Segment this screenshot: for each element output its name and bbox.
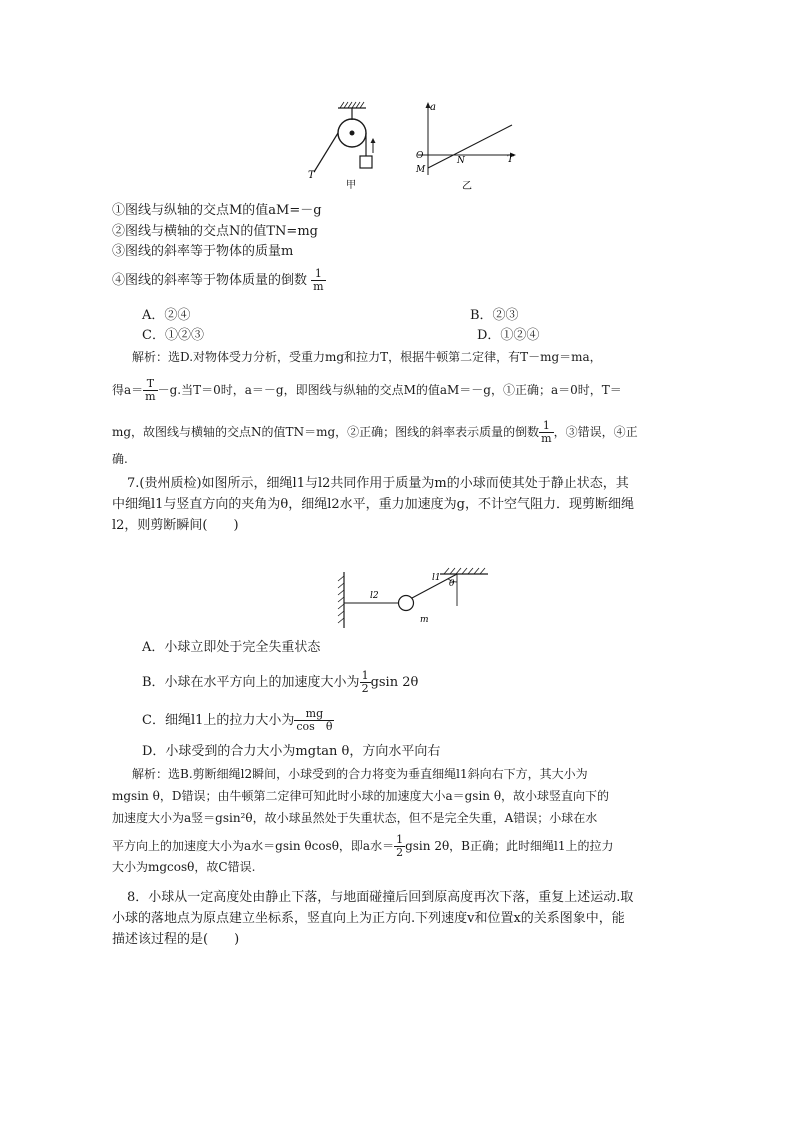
svg-text:a: a xyxy=(430,102,436,113)
q7-option-c: C．细绳l1上的拉力大小为 $\frac{mg}{\text{cos θ}}$ xyxy=(142,707,333,733)
q7-solution-5: 大小为mgcosθ，故C错误. xyxy=(112,860,256,874)
q6-solution-3: mg，故图线与横轴的交点N的值TN＝mg，②正确；图线的斜率表示质量的倒数 $\frac{1}{m}$ ，③错误，④正 xyxy=(112,419,638,445)
svg-text:M: M xyxy=(416,165,426,175)
q7-stem-1: 7.(贵州质检)如图所示，细绳l1与l2共同作用于质量为m的小球而使其处于静止状态，其 xyxy=(127,476,629,491)
figure-graph xyxy=(408,100,528,195)
statement-3: ③图线的斜率等于物体的质量m xyxy=(112,244,294,259)
q7-solution-2: mgsin θ，D错误；由牛顿第二定律可知此时小球的加速度大小a＝gsin θ，故小球竖直向下的 xyxy=(112,789,610,803)
svg-text:N: N xyxy=(457,156,465,166)
svg-text:O: O xyxy=(416,151,424,161)
graph-line xyxy=(428,125,512,168)
q6-solution-1: 解析：选D.对物体受力分析，受重力mg和拉力T，根据牛顿第二定律，有T－mg＝ma， xyxy=(132,350,602,364)
hanging-block xyxy=(360,156,372,168)
q7-option-a: A．小球立即处于完全失重状态 xyxy=(142,640,321,655)
q6-option-b: B．②③ xyxy=(470,308,519,323)
svg-text:θ: θ xyxy=(449,579,455,589)
q7-solution-1: 解析：选B.剪断细绳l2瞬间，小球受到的合力将变为垂直细绳l1斜向右下方，其大小为 xyxy=(132,767,588,781)
q7-solution-4: 平方向上的加速度大小为a水＝gsin θcosθ，即a水＝ $\frac{1}{2}$ gsin 2θ，B正确；此时细绳l1上的拉力 xyxy=(112,833,614,859)
ball xyxy=(399,596,414,611)
q7-stem-2: 中细绳l1与竖直方向的夹角为θ，细绳l2水平，重力加速度为g，不计空气阻力．现剪断细绳 xyxy=(112,497,635,512)
q8-stem-1: 8．小球从一定高度处由静止下落，与地面碰撞后回到原高度再次下落，重复上述运动.取 xyxy=(127,890,634,905)
svg-text:T: T xyxy=(507,154,514,165)
q8-stem-3: 描述该过程的是( ) xyxy=(112,932,240,947)
figure-ball-strings xyxy=(330,566,510,632)
statement-1: ①图线与纵轴的交点M的值aM=－g xyxy=(112,203,322,218)
statement-4: ④图线的斜率等于物体质量的倒数 $\frac{1}{m}$ xyxy=(112,267,324,293)
q7-solution-3: 加速度大小为a竖＝gsin²θ，故小球虽然处于失重状态，但不是完全失重，A错误；小球在水 xyxy=(112,811,598,825)
q6-option-a: A．②④ xyxy=(142,308,191,323)
q7-option-b: B．小球在水平方向上的加速度大小为 $\frac{1}{2}$ gsin 2θ xyxy=(142,669,419,695)
q6-option-c: C．①②③ xyxy=(142,328,204,343)
q6-option-d: D．①②④ xyxy=(477,328,540,343)
q8-stem-2: 小球的落地点为原点建立坐标系，竖直向上为正方向.下列速度v和位置x的关系图象中，能 xyxy=(112,911,625,926)
caption-jia: 甲 xyxy=(346,180,356,191)
q7-option-d: D．小球受到的合力大小为mgtan θ，方向水平向右 xyxy=(142,744,441,759)
q6-solution-2: 得a＝ $\frac{T}{m}$ －g.当T＝0时，a＝－g，即图线与纵轴的交点M的值aM＝－g，①正确；a＝0时，T＝ xyxy=(112,377,622,403)
figure-pulley xyxy=(300,96,400,196)
label-T-jia: T xyxy=(308,170,315,181)
svg-text:m: m xyxy=(420,615,429,625)
q7-stem-3: l2，则剪断瞬间( ) xyxy=(112,518,239,533)
svg-text:l1: l1 xyxy=(432,573,441,583)
statement-2: ②图线与横轴的交点N的值TN=mg xyxy=(112,224,318,239)
svg-text:l2: l2 xyxy=(370,591,379,601)
q6-solution-4: 确. xyxy=(112,452,128,466)
caption-yi: 乙 xyxy=(462,181,472,192)
